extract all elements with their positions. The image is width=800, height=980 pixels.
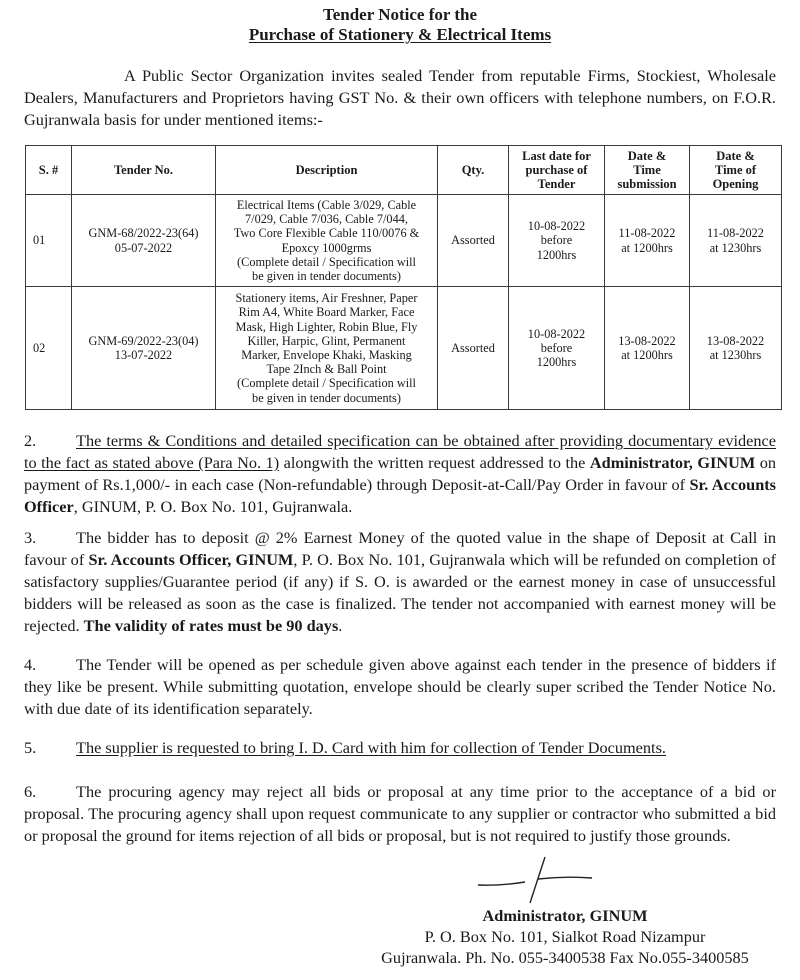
signature-stroke-slash bbox=[530, 857, 545, 903]
cell-last-date: 10-08-2022 before 1200hrs bbox=[509, 287, 605, 410]
notice-title-line1: Tender Notice for the bbox=[322, 5, 478, 24]
cell-opening: 13-08-2022 at 1230hrs bbox=[690, 287, 782, 410]
notice-title-line2 bbox=[0, 25, 800, 45]
cell-tender-no: GNM-68/2022-23(64) 05-07-2022 bbox=[72, 195, 216, 287]
cell-last-date: 10-08-2022 before 1200hrs bbox=[509, 195, 605, 287]
cell-sno: 02 bbox=[26, 287, 72, 410]
validity-note: The validity of rates must be 90 days bbox=[83, 616, 339, 635]
table-header-row bbox=[26, 146, 782, 195]
signatory-name: Administrator, GINUM bbox=[482, 906, 648, 925]
paragraph-number: 2. bbox=[24, 431, 37, 450]
header-qty: Qty. bbox=[438, 146, 509, 195]
paragraph-6: 6. The procuring agency may reject all bids or proposal at any time prior to the acceptance of a bid or proposal. The procuring agency shall upon request communicate to any supplier or contractor who submitted a bid or proposal the ground for items rejection of all bids or proposal, but is not required to justify those grounds. bbox=[24, 782, 776, 845]
table-row bbox=[26, 287, 782, 410]
paragraph-4: 4. The Tender will be opened as per schedule given above against each tender in the presence of bidders if they like be present. While submitting quotation, envelope should be clearly super scribed the Tender Notice No. with due date of its identification separately. bbox=[24, 655, 776, 718]
cell-opening: 11-08-2022 at 1230hrs bbox=[690, 195, 782, 287]
tender-table bbox=[25, 145, 782, 410]
paragraph-5 bbox=[24, 737, 776, 759]
cell-qty: Assorted bbox=[438, 195, 509, 287]
paragraph-3: 3. The bidder has to deposit @ 2% Earnest Money of the quoted value in the shape of Deposit at Call in favour of Sr. Accounts Officer, GINUM, P. O. Box No. 101, Gujranwala which will be refunded on completion of satisfactory supplies/Guarantee period (if any) if S. O. is awarded or the earnest money in case of unsuccessful bidders will be released as soon as the case is finalized. The tender not accompanied with earnest money will be rejected. The validity of rates must be 90 days. bbox=[24, 528, 776, 635]
cell-submission: 11-08-2022 at 1200hrs bbox=[605, 195, 690, 287]
paragraph-2-underlined: The terms & Conditions and detailed specification can be obtained after providing documentary evidence to the fact as stated above (Para No. 1) bbox=[24, 431, 776, 472]
table-row bbox=[26, 195, 782, 287]
notice-title-underlined: Purchase of Stationery & Electrical Items bbox=[248, 25, 552, 44]
signature-stroke-left bbox=[478, 882, 525, 885]
paragraph-2: 2. The terms & Conditions and detailed specification can be obtained after providing documentary evidence to the fact as stated above (Para No. 1) alongwith the written request addressed to the Administrator, GINUM on payment of Rs.1,000/- in each case (Non-refundable) through Deposit-at-Call/Pay Order in favour of Sr. Accounts Officer, GINUM, P. O. Box No. 101, Gujranwala. bbox=[24, 431, 777, 516]
cell-description: Electrical Items (Cable 3/029, Cable 7/029, Cable 7/036, Cable 7/044, Two Core Flexible Cable 110/0076 & Epoxcy 1000grms (Complete detail / Specification will be given in tender documents) bbox=[216, 195, 438, 287]
header-sno: S. # bbox=[26, 146, 72, 195]
cell-description: Stationery items, Air Freshner, Paper Rim A4, White Board Marker, Face Mask, High Lighter, Robin Blue, Fly Killer, Harpic, Glint, Permanent Marker, Envelope Khaki, Masking Tape 2Inch & Ball Point (Complete detail / Specification will be given in tender documents) bbox=[216, 287, 438, 410]
header-description: Description bbox=[216, 146, 438, 195]
paragraph-number: 3. bbox=[24, 528, 37, 547]
cell-qty: Assorted bbox=[438, 287, 509, 410]
cell-tender-no: GNM-69/2022-23(04) 13-07-2022 bbox=[72, 287, 216, 410]
header-opening: Date & Time of Opening bbox=[690, 146, 782, 195]
header-tender-no: Tender No. bbox=[72, 146, 216, 195]
signature-mark bbox=[470, 855, 600, 905]
administrator-name: Administrator, GINUM bbox=[589, 453, 756, 472]
signatory-address-line1: P. O. Box No. 101, Sialkot Road Nizampur bbox=[424, 927, 706, 946]
cell-submission: 13-08-2022 at 1200hrs bbox=[605, 287, 690, 410]
header-submission: Date & Time submission bbox=[605, 146, 690, 195]
cell-sno: 01 bbox=[26, 195, 72, 287]
paragraph-number: 4. bbox=[24, 655, 37, 674]
paragraph-number: 6. bbox=[24, 782, 37, 801]
signature-stroke-right bbox=[538, 877, 592, 879]
header-last-date: Last date for purchase of Tender bbox=[509, 146, 605, 195]
accounts-officer: Sr. Accounts Officer bbox=[24, 475, 777, 516]
signatory-address-line2: Gujranwala. Ph. No. 055-3400538 Fax No.055-3400585 bbox=[381, 948, 749, 967]
intro-paragraph: A Public Sector Organization invites sealed Tender from reputable Firms, Stockiest, Wholesale Dealers, Manufacturers and Proprietors having GST No. & their own officers with telephone numbers, on F.O.R. Gujranwala basis for under mentioned items:- bbox=[24, 66, 776, 129]
accounts-officer: Sr. Accounts Officer, GINUM bbox=[88, 550, 294, 569]
paragraph-5-underlined: The supplier is requested to bring I. D. Card with him for collection of Tender Documents. bbox=[76, 738, 666, 757]
paragraph-number: 5. bbox=[24, 738, 37, 757]
